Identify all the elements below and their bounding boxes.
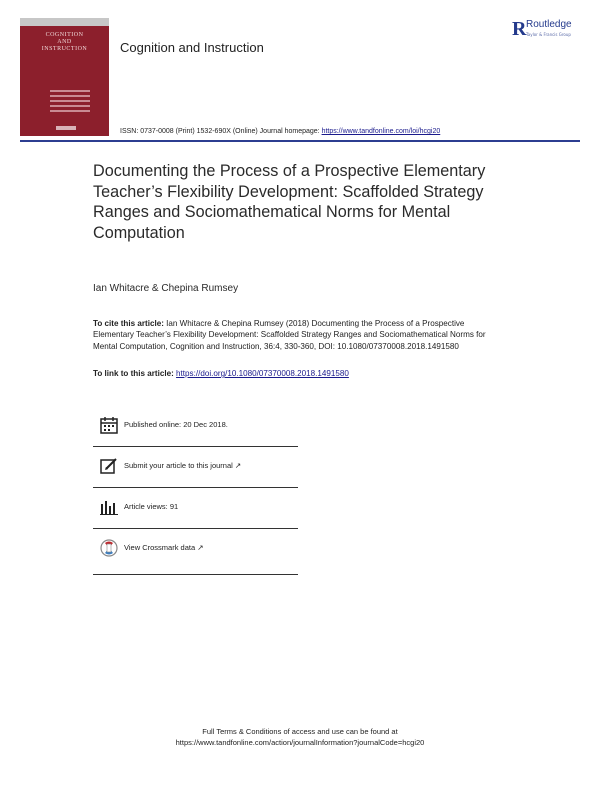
published-online-row — [93, 416, 298, 457]
issn-line — [120, 128, 440, 135]
footer-terms — [100, 726, 500, 748]
footer-line-1: Full Terms & Conditions of access and use can be found at — [202, 727, 398, 736]
header-divider — [20, 140, 580, 142]
link-label: To link to this article: — [93, 369, 177, 378]
calendar-icon — [100, 416, 118, 434]
publisher-name: Routledge — [526, 19, 572, 30]
journal-cover-image — [20, 18, 109, 136]
crossmark-row[interactable] — [93, 539, 298, 580]
cover-title-line-3: INSTRUCTION — [41, 46, 88, 52]
article-link-line — [93, 369, 349, 378]
routledge-r-icon: R — [512, 18, 527, 40]
article-views-text: Article views: 91 — [124, 502, 179, 511]
journal-name: Cognition and Instruction — [120, 40, 264, 55]
issn-text: ISSN: 0737-0008 (Print) 1532-690X (Online) Journal homepage: — [120, 128, 322, 135]
article-authors: Ian Whitacre & Chepina Rumsey — [93, 283, 239, 294]
routledge-logo — [512, 18, 584, 44]
citation-text: Ian Whitacre & Chepina Rumsey (2018) Documenting the Process of a Prospective Elementary Teacher’s Flexibility Development: Scaffolded Strategy Ranges and Sociomathematical Norms for Mental Computation, Cognition and Instruction, 36:4, 330-360, DOI: 10.1080/07370008.2018.1491580 — [93, 319, 486, 351]
publisher-subtitle: Taylor & Francis Group — [526, 32, 571, 37]
submit-article-link[interactable]: Submit your article to this journal — [124, 461, 233, 470]
external-link-icon: ↗ — [197, 543, 204, 552]
published-online-text: Published online: 20 Dec 2018. — [124, 420, 228, 429]
article-views-row — [93, 498, 298, 539]
external-link-icon: ↗ — [234, 461, 242, 470]
submit-article-row[interactable] — [93, 457, 298, 498]
footer-terms-link[interactable]: https://www.tandfonline.com/action/journalInformation?journalCode=hcgi20 — [175, 738, 425, 747]
bar-chart-icon — [100, 498, 118, 516]
crossmark-icon — [100, 539, 118, 557]
cover-title-line-1: COGNITION — [45, 32, 84, 38]
journal-homepage-link[interactable]: https://www.tandfonline.com/loi/hcgi20 — [321, 128, 441, 135]
doi-link[interactable]: https://doi.org/10.1080/07370008.2018.1491580 — [176, 369, 349, 378]
crossmark-link[interactable]: View Crossmark data — [124, 543, 196, 552]
article-title: Documenting the Process of a Prospective Elementary Teacher’s Flexibility Development: Scaffolded Strategy Ranges and Sociomathematical Norms for Mental Computation — [93, 162, 486, 242]
cover-title-line-2: AND — [57, 39, 72, 45]
citation-block — [93, 318, 498, 352]
submit-article-icon — [100, 457, 118, 475]
citation-label: To cite this article: — [93, 319, 164, 328]
